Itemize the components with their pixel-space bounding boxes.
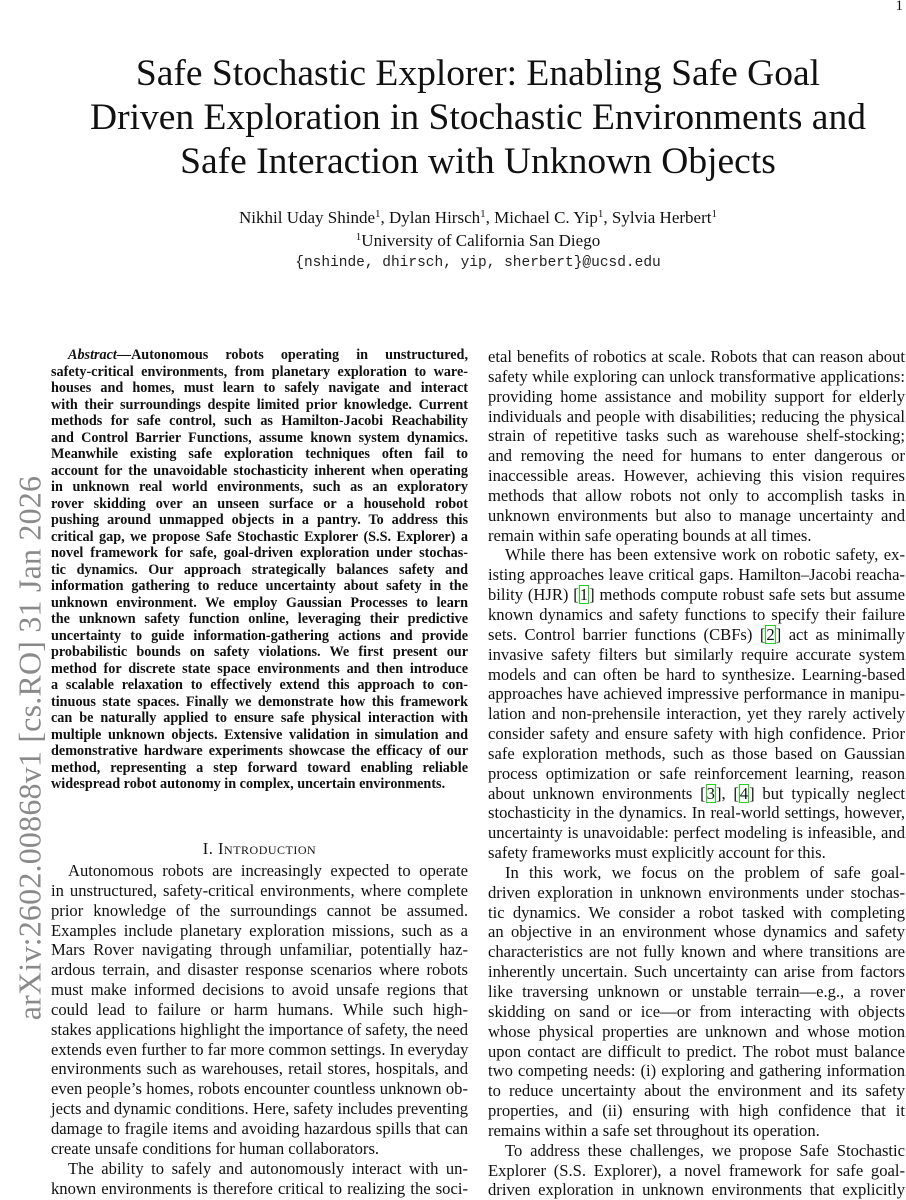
abstract-line: Meanwhile existing safe exploration techniques often fail to [51, 446, 468, 462]
text-line: to reduce uncertainty about the environment and its safety [488, 1081, 905, 1101]
text-line: safe exploration methods, such as those based on Gaussian [488, 743, 905, 763]
text-line: driven exploration in unknown environments that explicitly [488, 1180, 905, 1200]
abstract-line: in unknown real world environments, such as an exploratory [51, 479, 468, 495]
abstract-line: multiple unknown objects. Extensive validation in simulation and [51, 726, 468, 743]
paragraph [488, 1141, 905, 1200]
text-line: providing home assistance and mobility support for elderly [488, 386, 905, 406]
text-line: To address these challenges, we propose Safe Stochastic [505, 1140, 905, 1160]
paragraph [51, 1159, 468, 1199]
text-line: The ability to safely and autonomously interact with un- [68, 1158, 468, 1178]
right-column-body [488, 347, 905, 1200]
text-line: etal benefits of robotics at scale. Robots that can reason about [488, 347, 905, 366]
text-line: safety frameworks must explicitly account for this. [488, 843, 826, 863]
text-line: whose physical properties are unknown and whose motion [488, 1021, 905, 1041]
text-line: methods that allow robots not only to accomplish tasks in [488, 485, 905, 505]
abstract-line: method for discrete state space environments and then introduce [51, 660, 468, 677]
text-line: lation and non-prehensile interaction, yet they rarely actively [488, 704, 905, 724]
text-line: Autonomous robots are increasingly expected to operate [68, 861, 468, 880]
abstract-line: demonstrative hardware experiments showcase the efficacy of our [51, 743, 468, 759]
text-line: prior knowledge of the surroundings cannot be assumed. [51, 900, 468, 920]
text-line: In this work, we focus on the problem of safe goal- [505, 862, 905, 882]
separator: , [485, 208, 495, 227]
author-name: Michael C. Yip [494, 208, 598, 227]
text-line: jects and dynamic conditions. Here, safety includes preventing [51, 1099, 468, 1119]
paragraph [488, 347, 905, 545]
text-line: Explorer (S.S. Explorer), a novel framework for safe goal- [488, 1160, 905, 1180]
text-line: known environments is therefore critical to realizing the soci- [51, 1178, 468, 1198]
text-line: consider safety and ensure safety with high confidence. Prior [488, 724, 905, 744]
abstract-line: methods for safe control, such as Hamilton-Jacobi Reachability [51, 413, 468, 429]
text-line: known dynamics and safety functions to specify their failure [488, 604, 905, 624]
abstract-line: a scalable relaxation to effectively extend this approach to con- [51, 677, 468, 693]
text-line: sets. Control barrier functions (CBFs) [2] act as minimally [488, 624, 905, 644]
author-name: Nikhil Uday Shinde [239, 208, 376, 227]
text-line: properties, and (ii) ensuring with high confidence that it [488, 1101, 905, 1121]
text-line: tic dynamics. We consider a robot tasked with completing [488, 902, 905, 922]
text-line: extends even further to far more common settings. In everyday [51, 1039, 469, 1059]
text-line: bility (HJR) [1] methods compute robust safe sets but assume [488, 585, 905, 605]
abstract-line: houses and homes, must learn to safely navigate and interact [51, 380, 468, 396]
text-line: driven exploration in unknown environments under stochas- [488, 882, 905, 902]
text-line: approaches have achieved impressive performance in manipu- [488, 684, 905, 704]
title-line: Safe Stochastic Explorer: Enabling Safe Goal [135, 53, 821, 94]
text-line: an objective in an environment whose dynamics and safety [488, 922, 905, 942]
abstract-line: uncertainty to guide information-gathering actions and provide [51, 627, 468, 644]
abstract [51, 347, 468, 793]
abstract-line [51, 347, 468, 364]
text-line: and removing the need for humans to enter dangerous or [488, 446, 905, 466]
affiliation-marker: 1 [480, 208, 486, 220]
text-line: stakes applications highlight the importance of safety, the need [51, 1019, 468, 1039]
text-line: about unknown environments [3], [4] but typically neglect [488, 783, 906, 803]
text-line: ardous terrain, and disaster response scenarios where robots [51, 960, 468, 980]
text-line: skidding on sand or ice—or from interacting with objects [488, 1001, 905, 1021]
abstract-line: probabilistic bounds on safety violations. We first present our [51, 644, 468, 660]
author-block [100, 206, 856, 275]
separator: , [603, 208, 612, 227]
paper-title [40, 52, 906, 184]
text-line: strain of repetitive tasks such as warehouse shelf-stocking; [488, 426, 905, 446]
text-line: individuals and people with disabilities; reducing the physical [488, 406, 905, 426]
text-line: While there has been extensive work on robotic safety, ex- [505, 545, 905, 565]
arxiv-identifier-stamp: arXiv:2602.00868v1 [cs.RO] 31 Jan 2026 [11, 475, 48, 1021]
text-line: characteristics are not fully known and where transitions are [488, 942, 905, 962]
author-emails: {nshinde, dhirsch, yip, sherbert}@ucsd.edu [295, 255, 661, 271]
affiliation-marker: 1 [375, 208, 381, 220]
abstract-text: Autonomous robots operating in unstructured, [131, 347, 468, 363]
citation-link[interactable]: 2 [766, 624, 775, 644]
text-line: models and can often be hard to synthesize. Learning-based [488, 664, 905, 684]
affiliation-name: University of California San Diego [361, 231, 601, 250]
text-line: could lead to failure or harm humans. While such high- [51, 999, 468, 1019]
author-name: Dylan Hirsch [389, 208, 481, 227]
affiliation-marker: 1 [597, 208, 604, 220]
abstract-line: method, representing a step forward toward enabling reliable [51, 759, 468, 776]
text-line: Examples include planetary exploration missions, such as a [51, 920, 468, 940]
abstract-line: novel framework for safe, goal-driven exploration under stochas- [51, 545, 468, 561]
page-number: 1 [895, 0, 903, 14]
affiliation-marker: 1 [355, 231, 362, 243]
abstract-line: account for the unavoidable stochasticity inherent when operating [51, 462, 468, 479]
text-line: create unsafe conditions for human collaborators. [51, 1138, 380, 1158]
abstract-line: the unknown safety function online, leveraging their predictive [51, 611, 468, 627]
paragraph [51, 861, 468, 1159]
title-line: Safe Interaction with Unknown Objects [180, 141, 776, 182]
text-line: inaccessible areas. However, achieving this vision requires [488, 466, 905, 486]
text-line: damage to fragile items and avoiding hazardous spills that can [51, 1118, 468, 1138]
text-line: isting approaches leave critical gaps. Hamilton–Jacobi reacha- [488, 565, 905, 585]
abstract-line: rover skidding over an unseen surface or a household robot [51, 495, 468, 512]
abstract-line: pushing around unmapped objects in a pantry. To address this [51, 512, 468, 528]
text-line: two competing needs: (i) exploring and gathering information [488, 1061, 905, 1081]
text-line: even people’s homes, robots encounter countless unknown ob- [51, 1079, 468, 1099]
abstract-line: safety-critical environments, from planetary exploration to ware- [51, 363, 468, 380]
text-line: inherently uncertain. Such uncertainty can arise from factors [488, 962, 905, 982]
abstract-line: widespread robot autonomy in complex, uncertain environments. [51, 776, 446, 792]
section-heading-introduction: I. Introduction [202, 839, 317, 858]
text-line: invasive safety filters but similarly require accurate system [488, 644, 905, 664]
text-line: remains within a safe set throughout its operation. [488, 1120, 820, 1140]
abstract-line: critical gap, we propose Safe Stochastic Explorer (S.S. Explorer) a [51, 528, 468, 545]
text-line: remain within safe operating bounds at all times. [488, 525, 812, 545]
text-line: unknown environments but also to manage uncertainty and [488, 505, 905, 525]
text-line: environments such as warehouses, retail stores, hospitals, and [51, 1059, 468, 1079]
text-line: uncertainty is unavoidable: perfect modeling is infeasible, and [488, 823, 905, 843]
abstract-line: can be naturally applied to ensure safe physical interaction with [51, 710, 468, 726]
abstract-line: and Control Barrier Functions, assume known system dynamics. [51, 429, 468, 446]
author-name: Sylvia Herbert [611, 208, 712, 227]
citation-link[interactable]: 4 [739, 783, 749, 803]
text-line: safety while exploring can unlock transformative applications: [488, 366, 905, 386]
abstract-line: with their surroundings despite limited prior knowledge. Current [51, 396, 468, 413]
separator: , [380, 208, 390, 227]
abstract-label: Abstract— [68, 347, 132, 363]
text-line: like traversing unknown or unstable terrain—e.g., a rover [488, 982, 905, 1001]
left-column-body [51, 837, 468, 1198]
text-line: upon contact are difficult to predict. The robot must balance [488, 1041, 905, 1061]
citation-link[interactable]: 3 [706, 783, 715, 803]
paragraph [488, 545, 905, 863]
text-line: process optimization or safe reinforcement learning, reason [488, 763, 905, 783]
citation-link[interactable]: 1 [579, 585, 589, 605]
affiliation [100, 229, 856, 252]
text-line: in unstructured, safety-critical environments, where complete [51, 880, 468, 900]
affiliation-marker: 1 [711, 208, 717, 220]
abstract-line: tic dynamics. Our approach strategically balances safety and [51, 561, 468, 578]
text-line: stochasticity in the dynamics. In real-world settings, however, [488, 803, 905, 823]
title-line: Driven Exploration in Stochastic Environments and [90, 97, 866, 138]
abstract-line: information gathering to reduce uncertainty about safety in the [51, 578, 468, 594]
author-list [100, 206, 856, 229]
abstract-line: unknown environment. We employ Gaussian Processes to learn [51, 594, 468, 611]
abstract-line: tinuous state spaces. Finally we demonstrate how this framework [51, 693, 468, 710]
text-line: must make informed decisions to avoid unsafe regions that [51, 980, 468, 1000]
paragraph [488, 863, 905, 1141]
text-line: Mars Rover navigating through unfamiliar, potentially haz- [51, 940, 468, 960]
